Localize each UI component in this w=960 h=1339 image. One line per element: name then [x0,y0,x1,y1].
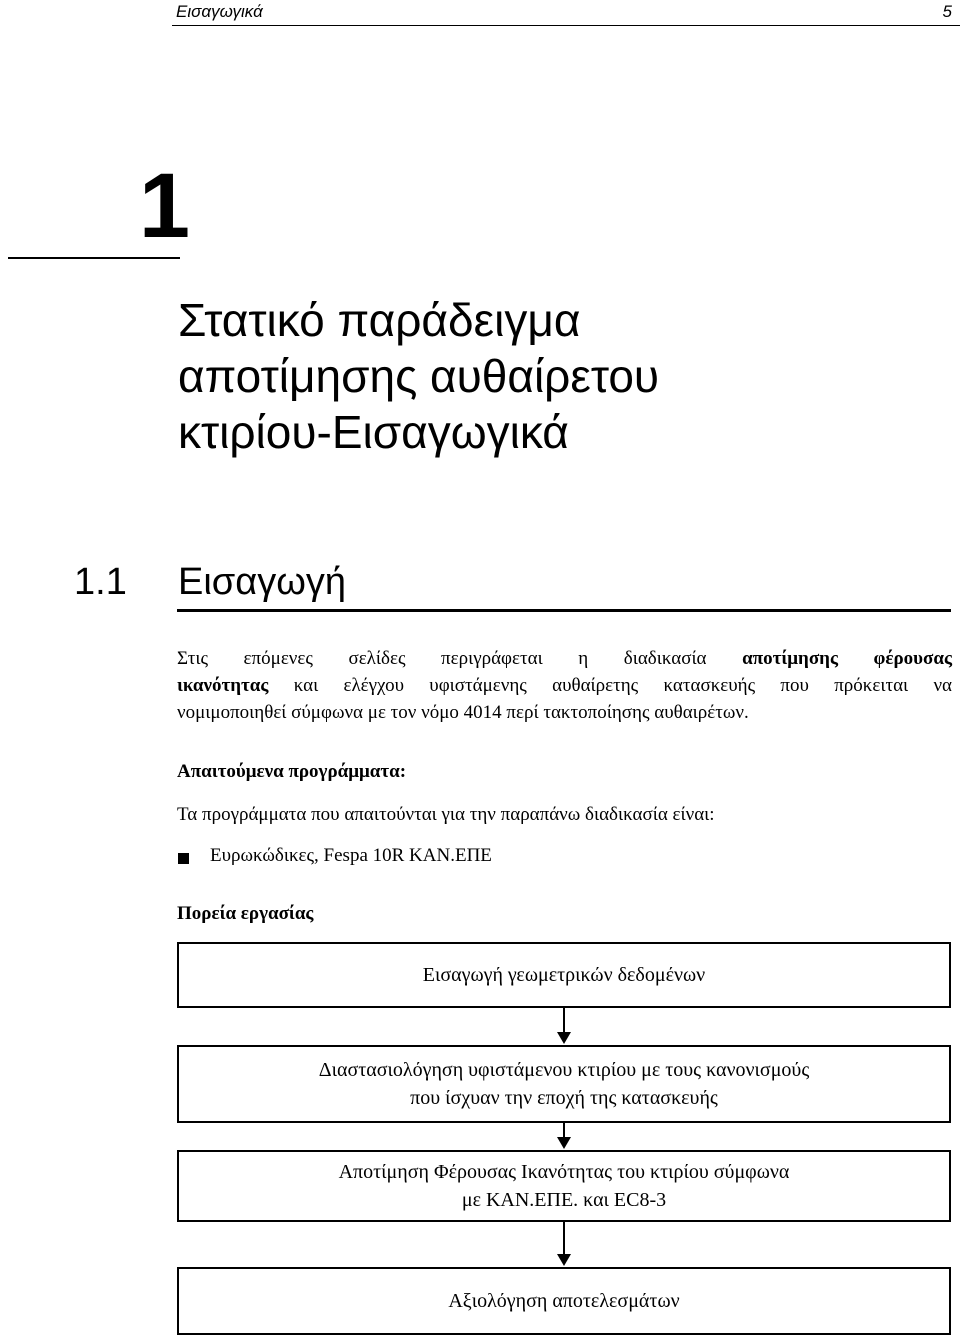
intro-line-1 [177,645,952,672]
workflow-heading: Πορεία εργασίας [177,903,314,924]
running-header [172,0,960,26]
flow-arrow-line [563,1123,565,1137]
bullet-square-icon [178,853,189,864]
running-title: Εισαγωγικά [176,2,263,21]
section-number: 1.1 [74,561,127,603]
section-rule [177,609,951,612]
intro-paragraph [177,645,952,726]
workflow-step-text: που ίσχυαν την εποχή της κατασκευής [410,1087,718,1109]
chapter-title-line: αποτίμησης αυθαίρετου [178,350,660,402]
intro-line-2 [177,672,952,699]
workflow-step-text: Διαστασιολόγηση υφιστάμενου κτιρίου με τους κανονισμούς [318,1059,810,1081]
required-programs-text: Τα προγράμματα που απαιτούνται για την παραπάνω διαδικασία είναι: [177,804,715,825]
page-number: 5 [942,2,952,21]
arrow-down-icon [557,1254,571,1266]
workflow-step-text: με ΚΑΝ.ΕΠΕ. και EC8-3 [461,1189,667,1211]
arrow-down-icon [557,1137,571,1149]
flow-arrow-line [563,1222,565,1254]
required-programs-bullet: Ευρωκώδικες, Fespa 10R KAN.ΕΠΕ [210,845,492,866]
intro-bold-text: ικανότητας [177,675,269,696]
workflow-step-1 [177,942,951,1008]
chapter-title-line: Στατικό παράδειγμα [178,294,581,346]
intro-text: και ελέγχου υφιστάμενης αυθαίρετης κατασκευής που πρόκειται να [268,675,952,696]
section-title: Εισαγωγή [178,561,347,603]
arrow-down-icon [557,1032,571,1044]
chapter-rule [8,257,180,259]
chapter-title [178,292,938,460]
flow-arrow-line [563,1008,565,1032]
workflow-step-3 [177,1150,951,1222]
intro-text: Στις επόμενες σελίδες περιγράφεται η διαδικασία [177,648,743,669]
intro-line-3: νομιμοποιηθεί σύμφωνα με τον νόμο 4014 περί τακτοποίησης αυθαιρέτων. [177,702,749,723]
workflow-step-text: Εισαγωγή γεωμετρικών δεδομένων [422,964,706,986]
chapter-number: 1 [138,155,190,257]
workflow-step-text: Αξιολόγηση αποτελεσμάτων [448,1290,680,1312]
workflow-step-text: Αποτίμηση Φέρουσας Ικανότητας του κτιρίου σύμφωνα [338,1161,790,1183]
chapter-title-line: κτιρίου-Εισαγωγικά [178,406,569,458]
workflow-step-4 [177,1267,951,1335]
workflow-step-2 [177,1045,951,1123]
required-programs-heading: Απαιτούμενα προγράμματα: [177,761,407,782]
intro-bold-text: αποτίμησης φέρουσας [742,648,952,669]
